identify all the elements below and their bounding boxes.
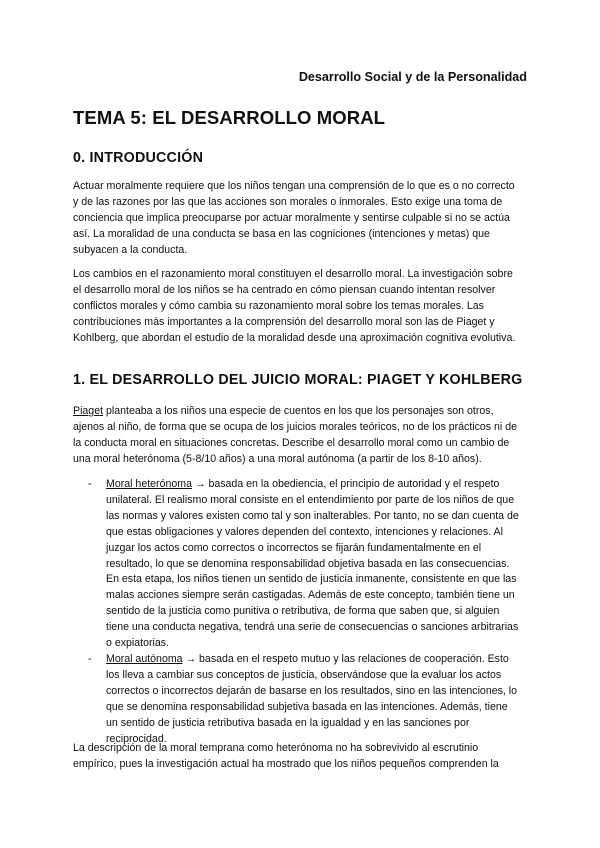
autonomous-description: → basada en el respeto mutuo y las relaciones de cooperación. Esto los lleva a cambiar sus conceptos de justicia, observándose que la evaluar los actos correctos o incorrectos dejarán de basarse en los resultados, sino en las intenciones, lo que se denomina responsabilidad subjetiva basada en las intenciones. Además, tiene un sentido de justicia retributiva basada en la igualdad y en las sanciones por reciprocidad. xyxy=(106,652,518,745)
running-header: Desarrollo Social y de la Personalidad xyxy=(298,70,527,84)
list-item-autonomous xyxy=(88,652,521,747)
section-heading-moral-judgment: 1. EL DESARROLLO DEL JUICIO MORAL: PIAGET Y KOHLBERG xyxy=(73,372,523,388)
term-autonomous: Moral autónoma xyxy=(106,652,183,665)
piaget-paragraph xyxy=(73,404,519,468)
intro-paragraph-2: Los cambios en el razonamiento moral constituyen el desarrollo moral. La investigación sobre el desarrollo moral de los niños se ha centrado en cómo piensan cuando intentan resolver conflictos morales y cómo cambia su razonamiento moral sobre los temas morales. Las contribuciones más importantes a la comprensión del desarrollo moral son las de Piaget y Kohlberg, que abordan el estudio de la moralidad desde una aproximación cognitiva evolutiva. xyxy=(73,268,516,344)
piaget-name: Piaget xyxy=(73,405,104,417)
moral-stages-list xyxy=(88,477,521,747)
piaget-paragraph-text: planteaba a los niños una especie de cuentos en los que los personajes son otros, ajenos al niño, de forma que se ocupa de los juicios morales teóricos, no de los prácticos ni de la conducta moral en situaciones concretas. Describe el desarrollo moral como un cambio de una moral heterónoma (5-8/10 años) a una moral autónoma (a partir de los 8-10 años). xyxy=(73,405,518,465)
heteronomous-description: → basada en la obediencia, el principio de autoridad y el respeto unilateral. El realismo moral consiste en el entendimiento por parte de los niños de que las normas y valores existen como tal y son inalterables. Por tanto, no se dan cuenta de que estas obligaciones y valores dependen del contexto, intenciones y relaciones. Al juzgar los actos como correctos o incorrectos se fijarán fundamentalmente en el resultado, lo que se denomina responsabilidad objetiva basada en las consecuencias. En esta etapa, los niños tienen un sentido de justicia inmanente, consistente en que las malas acciones siempre serán castigadas. Además de este concepto, también tiene un sentido de la justicia como punitiva o retributiva, de forma que saben que, si alguien tiene una conducta negativa, tendrá una serie de consecuencias o sanciones arbitrarias o expiatorias. xyxy=(106,478,519,650)
bullet-dash: - xyxy=(88,478,92,490)
section-heading-introduction: 0. INTRODUCCIÓN xyxy=(73,150,204,166)
closing-paragraph: La descripción de la moral temprana como heterónoma no ha sobrevivido al escrutinio empírico, pues la investigación actual ha mostrado que los niños pequeños comprenden la xyxy=(73,742,499,770)
document-title: TEMA 5: EL DESARROLLO MORAL xyxy=(73,107,386,128)
term-heteronomous: Moral heterónoma xyxy=(106,478,192,490)
bullet-dash: - xyxy=(88,652,92,665)
list-item-heteronomous xyxy=(88,477,521,652)
intro-paragraph-1: Actuar moralmente requiere que los niños tengan una comprensión de lo que es o no correcto y de las razones por las que las acciones son morales o inmorales. Esto exige una toma de conciencia que implica preocuparse por actuar moralmente y sentirse culpable si no se actúa así. La moralidad de una conducta se basa en las cogniciones (intenciones y metas) que subyacen a la conducta. xyxy=(73,180,515,256)
